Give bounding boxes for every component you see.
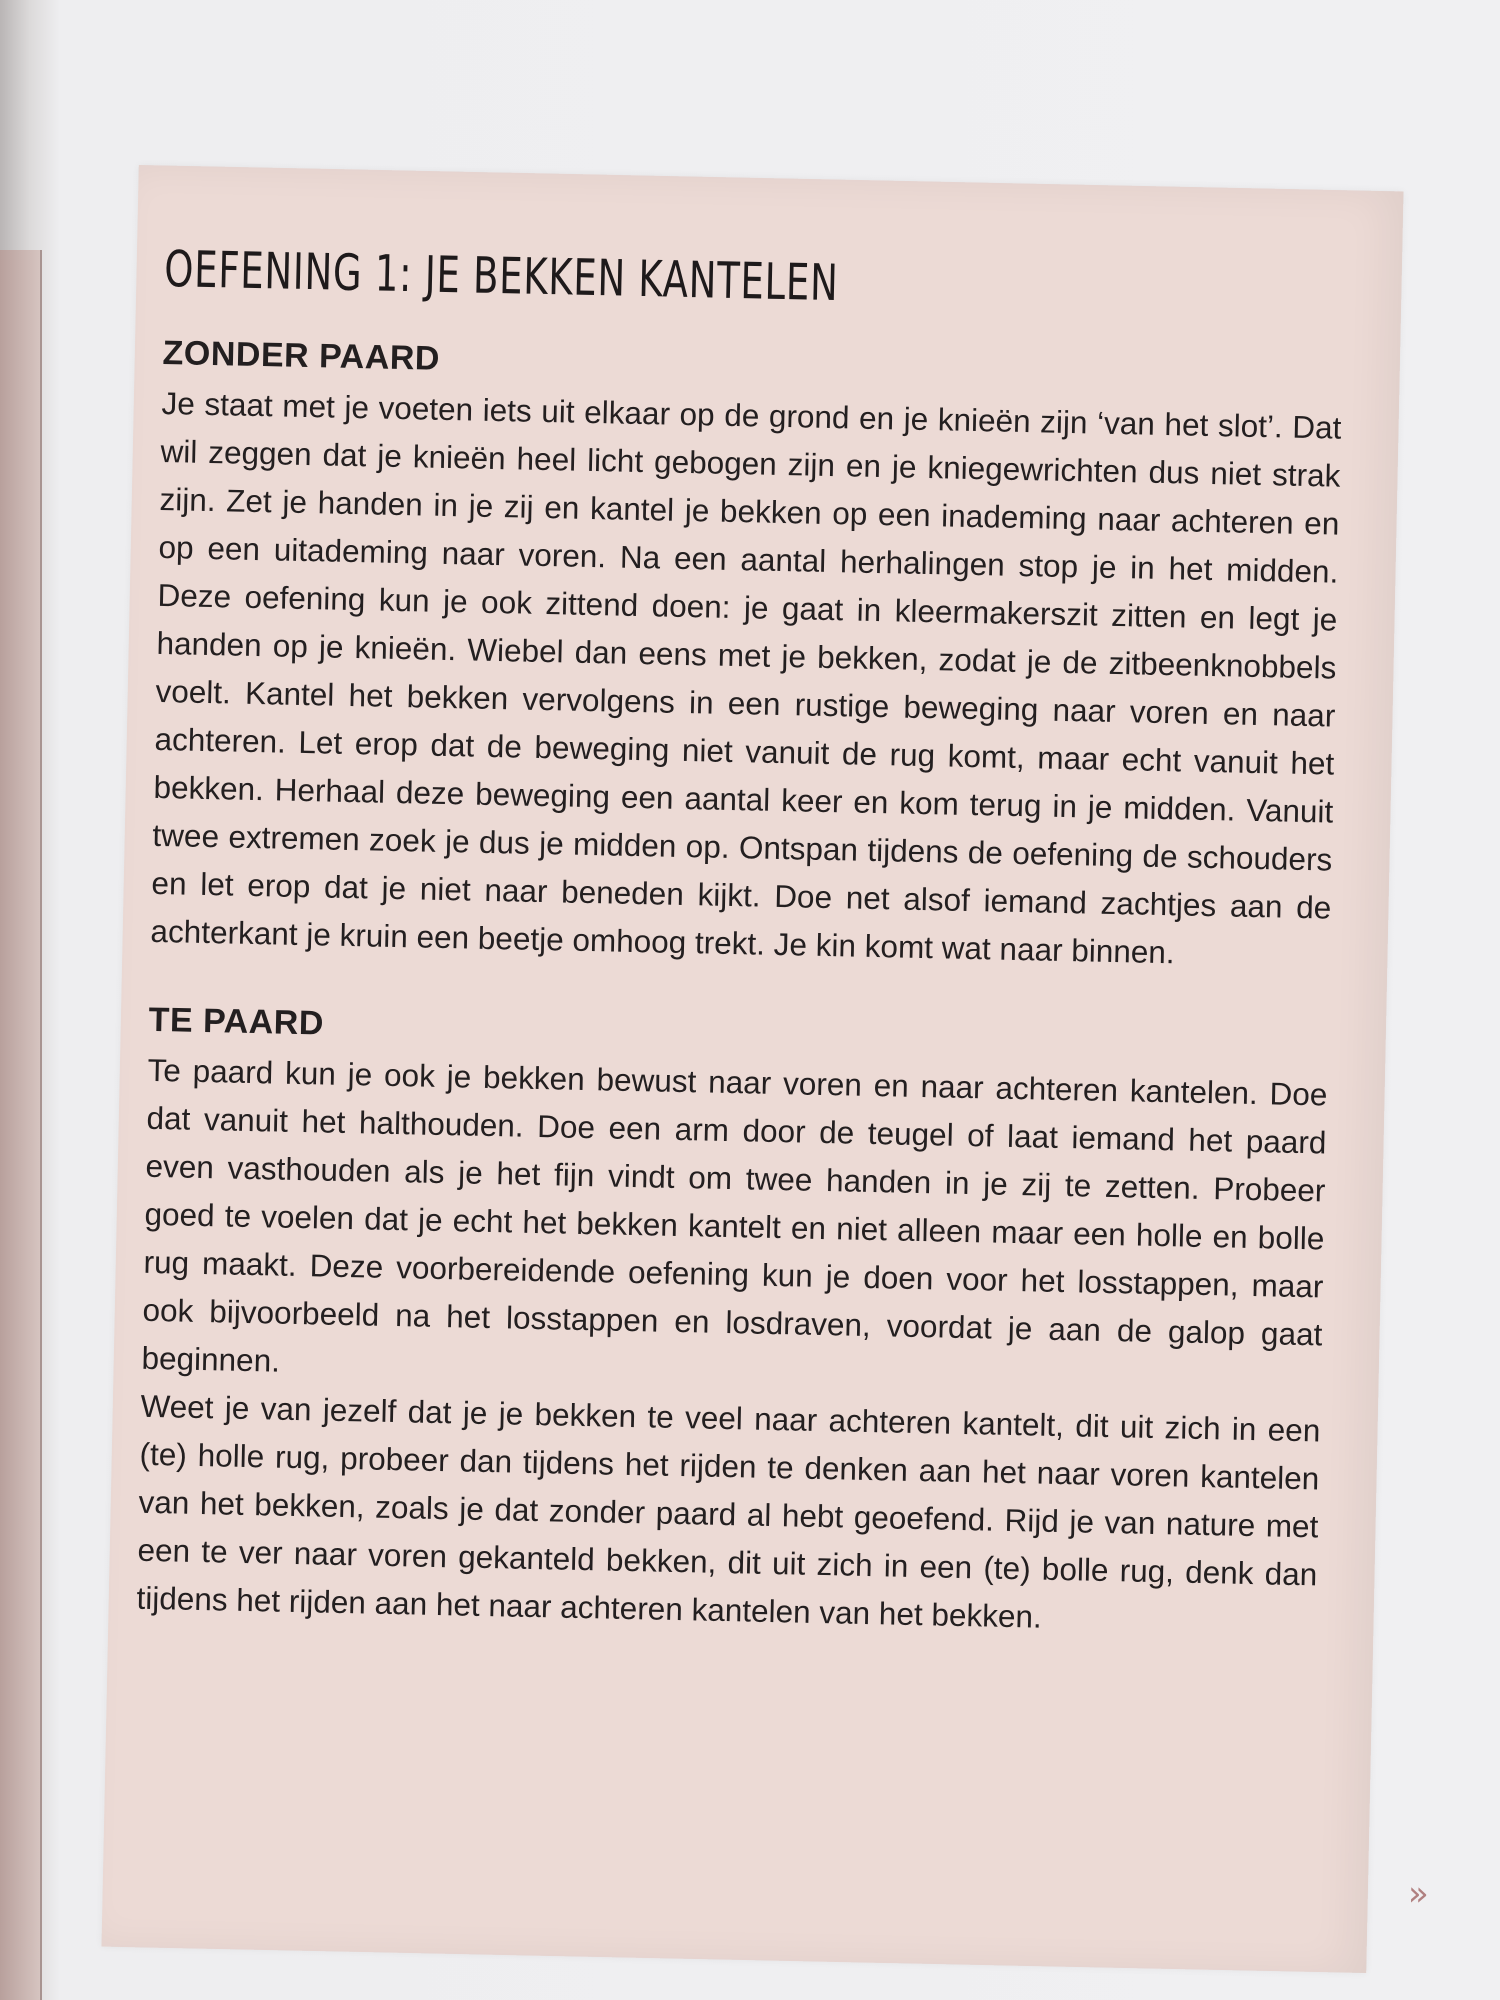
section-zonder-paard [150, 334, 1343, 980]
section-paragraph: Je staat met je voeten iets uit elkaar op de grond en je knieën zijn ‘van het slot’. Dat wil zeggen dat je knieën heel licht gebogen zijn en je kniegewrichten dus niet strak zijn. Zet je handen in je zij en kantel je bekken op een inademing naar achteren en op een uitademing naar voren. Na een aantal herhalingen stop je in het midden. Deze oefening kun je ook zittend doen: je gaat in kleermakerszit zitten en legt je handen op je knieën. Wiebel dan eens met je bekken, zodat je de zitbeenknobbels voelt. Kantel het bekken vervolgens in een rustige beweging naar voren en naar achteren. Let erop dat de beweging niet vanuit de rug komt, maar echt vanuit het bekken. Herhaal deze beweging een aantal keer en kom terug in je midden. Vanuit twee extremen zoek je dus je midden op. Ontspan tijdens de oefening de schouders en let erop dat je niet naar beneden kijkt. Doe net alsof iemand zachtjes aan de achterkant je kruin een beetje omhoog trekt. Je kin komt wat naar binnen. [150, 384, 1342, 971]
exercise-content [136, 240, 1345, 1646]
section-heading: TE PAARD [148, 1000, 325, 1043]
section-paragraph: Te paard kun je ook je bekken bewust naar voren en naar achteren kantelen. Doe dat vanuit het halthouden. Doe een arm door de teugel of laat iemand het paard even vasthouden als je het fijn vindt om twee handen in je zij te zetten. Probeer goed te voelen dat je echt het bekken kantelt en niet alleen maar een holle en bolle rug maakt. Deze voorbereidende oefening kun je doen voor het losstappen, maar ook bijvoorbeeld na het losstappen en losdraven, voordat je aan de galop gaat beginnen. [141, 1051, 1328, 1379]
section-te-paard [136, 1001, 1329, 1647]
next-page-icon: » [1407, 1873, 1430, 1915]
section-heading: ZONDER PAARD [162, 333, 441, 378]
exercise-title: OEFENING 1: JE BEKKEN KANTELEN [163, 240, 840, 313]
left-page-edge [0, 250, 42, 2000]
section-paragraph: Weet je van jezelf dat je je bekken te veel naar achteren kantelt, dit uit zich in een (te) holle rug, probeer dan tijdens het rijden te denken aan het naar voren kantelen van het bekken, zoals je dat zonder paard al hebt geoefend. Rijd je van nature met een te ver naar voren gekanteld bekken, dit uit zich in een (te) bolle rug, denk dan tijdens het rijden aan het naar achteren kantelen van het bekken. [136, 1387, 1321, 1635]
